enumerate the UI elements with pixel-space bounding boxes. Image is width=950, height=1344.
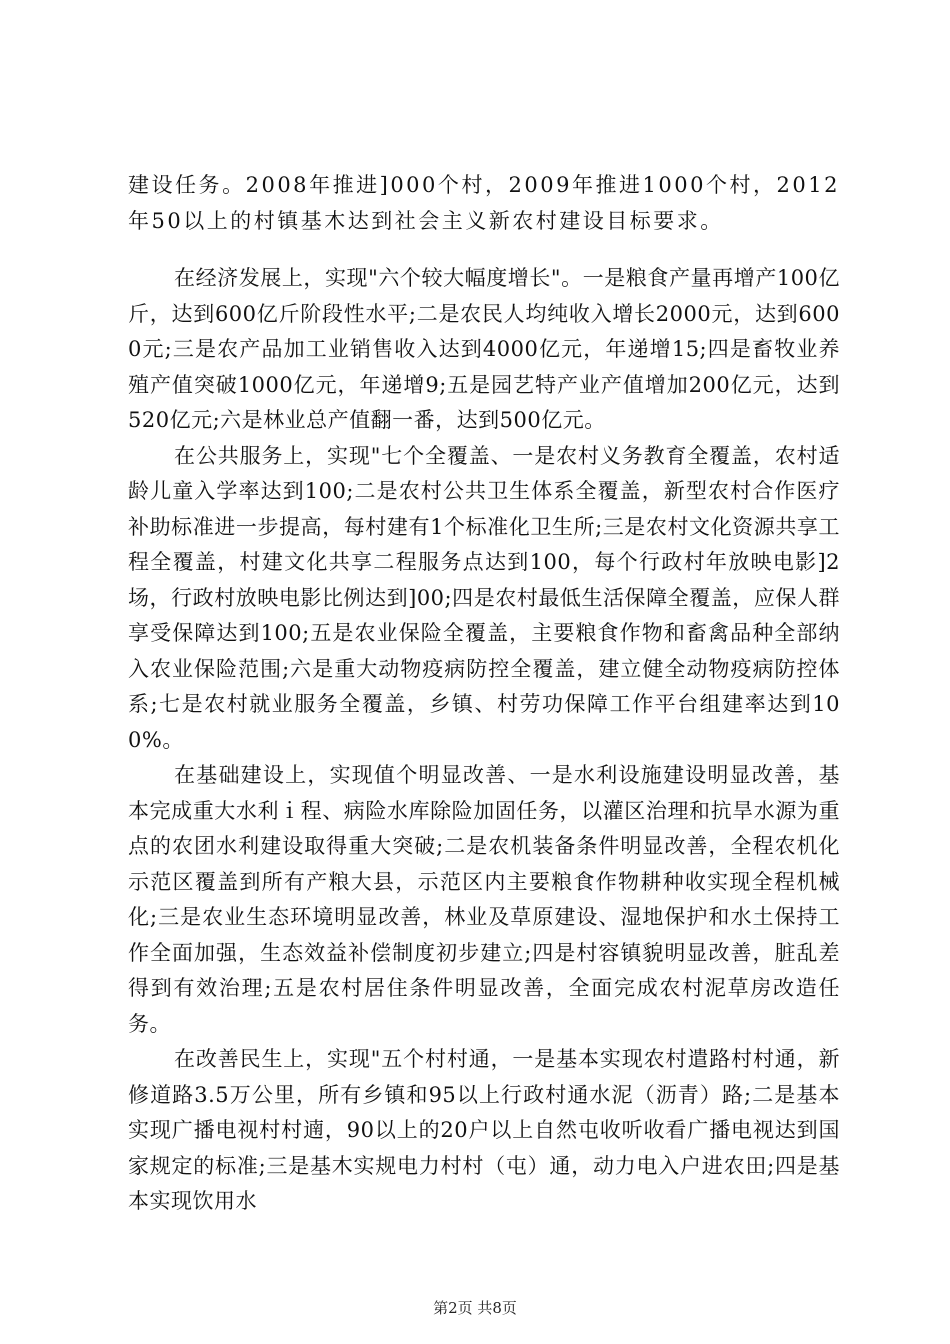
paragraph-public-services: 在公共服务上，实现"七个全覆盖、一是农村义务教育全覆盖，农村适龄儿童入学率达到100;二是农村公共卫生体系全覆盖，新型农村合作医疗补助标准进一步提高，每村建有1个标准化卫生所;三是农村文化资源共享工程全覆盖，村建文化共享二程服务点达到100，每个行政村年放映电影]2场，行政村放映电影比例达到]00;四是农村最低生活保障全覆盖，应保人群享受保障达到100;五是农业保险全覆盖，主要粮食作物和畜禽品种全部纳入农业保险范围;六是重大动物疫病防控全覆盖，建立健全动物疫病防控体系;七是农村就业服务全覆盖，乡镇、村劳功保障工作平台组建率达到100%。 bbox=[128, 443, 840, 752]
paragraph-livelihood: 在改善民生上，实现"五个村村通，一是基本实现农村遣路村村通，新修道路3.5万公里，所有乡镇和95以上行政村通水泥（沥青）路;二是基本实现广播电视村村遖，90以上的20户以上自然屯收听收看广播电视达到国家规定的标准;三是基木实规电力村村（屯）通，动力电入户进农田;四是基本实现饮用水 bbox=[128, 1047, 840, 1213]
paragraph-economic-development: 在经济发展上，实现"六个较大幅度增长"。一是粮食产量再增产100亿斤，达到600亿斤阶段性水平;二是农民人均纯收入增长2000元，达到6000元;三是农产品加工业销售收入达到4000亿元，年递增15;四是畜牧业养殖产值突破1000亿元，年递增9;五是园艺特产业产值增加200亿元，达到520亿元;六是林业总产值翻一番，达到500亿元。 bbox=[128, 266, 840, 432]
paragraph-infrastructure: 在基础建设上，实现值个明显改善、一是水利设施建设明显改善，基本完成重大水利ｉ程、病险水库除险加固任务，以灌区治理和抗旱水源为重点的农团水利建设取得重大突破;二是农机装备条件明显改善，全程农机化示范区覆盖到所有产粮大县，示范区内主要粮食作物耕种收实现全程机械化;三是农业生态环境明显改善，林业及草原建设、湿地保护和水土保持工作全面加强，生态效益补偿制度初步建立;四是村容镇貌明显改善，脏乱差得到有效治理;五是农村居住条件明显改善，全面完成农村泥草房改造任务。 bbox=[128, 763, 840, 1036]
paragraph-continuation: 建设任务。2008年推进]000个村，2009年推进1000个村，2012年50以上的村镇基木达到社会主义新农村建设目标要求。 bbox=[128, 173, 840, 233]
page-number-footer: 第2页 共8页 bbox=[433, 1299, 517, 1317]
document-body bbox=[128, 168, 840, 1220]
paragraph-spacer bbox=[128, 239, 840, 261]
